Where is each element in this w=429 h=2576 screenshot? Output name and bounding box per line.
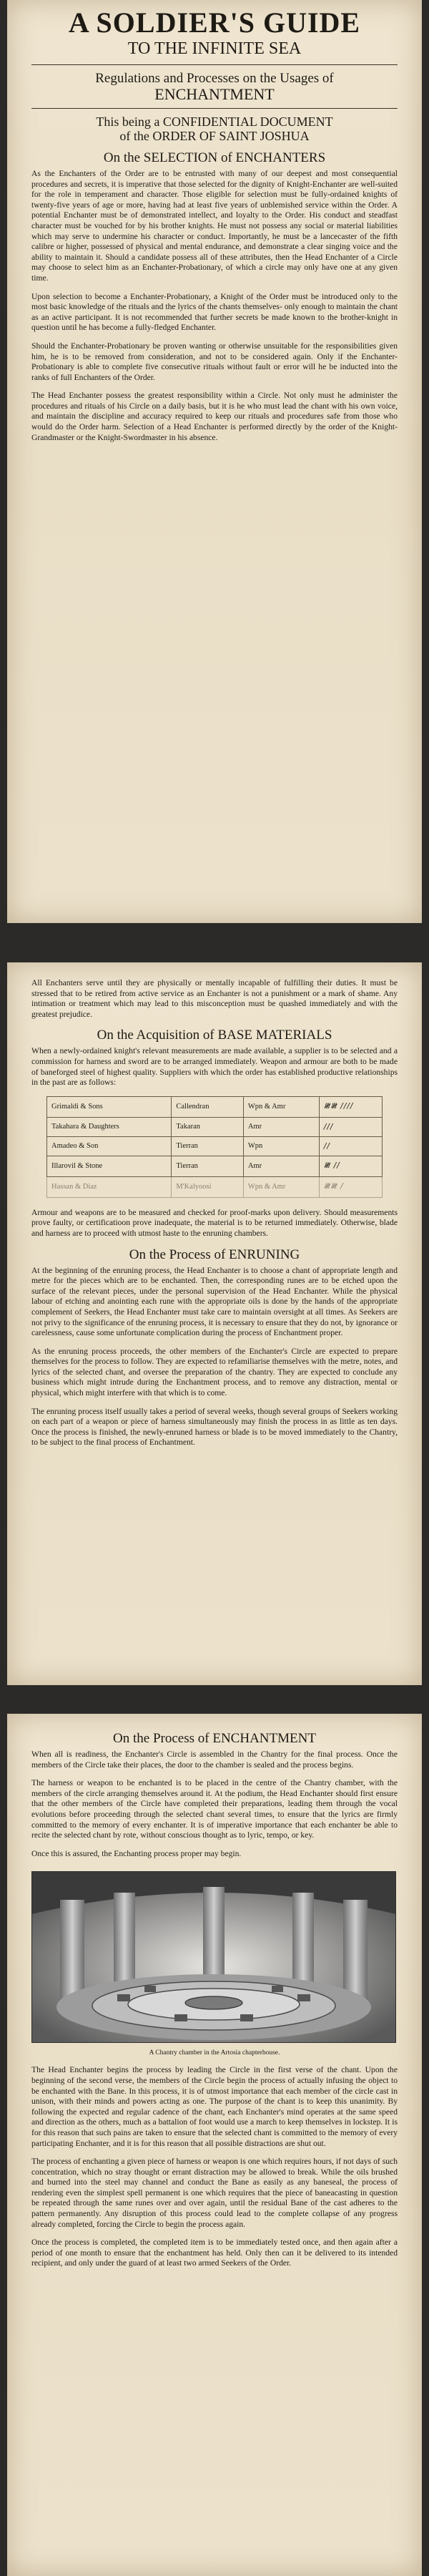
supplier-goods: Amr — [243, 1156, 319, 1176]
regulations-line-1: Regulations and Processes on the Usages of — [95, 71, 334, 86]
document-page-3 — [7, 1714, 422, 2576]
supplier-name: Hassan & Diaz — [47, 1176, 172, 1197]
supplier-name: Amadeo & Son — [47, 1136, 172, 1156]
enchantment-paragraph: The process of enchanting a given piece of harness or weapon is one which requires hours, if not days of such concentration, which no stray thought or errant distraction may be allowed to break. While the oils brushed and burned into the steel may channel and conduct the Bane as easily as any baneseal, the process of rendering even the simplest spell permanent is one which requires that the piece of baneacasting in question be repeated through the same runes over and over again, until the residual Bane of the cast adheres to the pattern permanently. Any disruption of this process could lead to the complete collapse of any progress already completed, forcing the Circle to begin the process again. — [31, 2157, 398, 2229]
regulations-divider — [31, 108, 398, 109]
suppliers-table — [46, 1096, 383, 1198]
confidential-line-1: This being a CONFIDENTIAL DOCUMENT — [96, 114, 333, 129]
supplier-city: Takaran — [172, 1117, 243, 1136]
illustration-caption: A Chantry chamber in the Artosia chapterhouse. — [149, 2049, 280, 2057]
supplier-goods: Wpn — [243, 1136, 319, 1156]
supplier-tally: 𝍸𝍸 / — [319, 1176, 382, 1197]
supplier-goods: Wpn & Amr — [243, 1176, 319, 1197]
enchantment-paragraph: Once the process is completed, the completed item is to be immediately tested once, and then again after a period of one month to ensure that the enchantment has held. Only then can it be delivered to its intended recipient, and only under the guard of at least two armed Seekers of the Order. — [31, 2238, 398, 2268]
enchantment-paragraph: The harness or weapon to be enchanted is to be placed in the centre of the Chantry chamber, with the members of the circle arranging themselves around it. At the podium, the Head Enchanter should first ensure that the other members of the Circle have completed their preparations, leading them through the vocal evolutions before proceeding through the selected chant several times, to ensure that the lyrics are firmly committed to the memory of every enchanter. It is of imperative importance that each enchanter be able to recite the selected chant by rote, without conscious thought as to lyric, tempo, or key. — [31, 1778, 398, 1840]
supplier-city: Tierran — [172, 1156, 243, 1176]
table-row — [47, 1096, 383, 1117]
supplier-goods: Amr — [243, 1117, 319, 1136]
materials-paragraph: Armour and weapons are to be measured and checked for proof-marks upon delivery. Should measurements prove faulty, or certificatioon prove inadequate, the material is to be returned immediately. Otherwise, blade and harness are to proceed with utmost haste to the enruning chambers. — [31, 1207, 398, 1238]
supplier-tally: /// — [319, 1117, 382, 1136]
title-divider — [31, 64, 398, 65]
confidential-notice — [7, 114, 422, 143]
regulations-heading — [7, 71, 422, 102]
service-paragraph: All Enchanters serve until they are physically or mentally incapable of fulfilling their duties. It must be stressed that to be retired from active service as an Enchanter is not a punishment or a mark of shame. Any intimation or treatment which may lead to this misconception must be quashed immediately and with the greatest prejudice. — [31, 978, 398, 1019]
supplier-tally: 𝍸𝍸 //// — [319, 1096, 382, 1117]
supplier-name: Takahara & Daughters — [47, 1117, 172, 1136]
materials-paragraph: When a newly-ordained knight's relevant measurements are made available, a supplier is to be selected and a commission for harness and sword are to be arranged immediately. Weapon and armour are both to be made of baneforged steel of highest quality. Suppliers with which the order has established productive relationships in the past are as follows: — [31, 1046, 398, 1088]
document-title: A SOLDIER'S GUIDE — [68, 6, 361, 39]
section-heading-selection: On the SELECTION of ENCHANTERS — [103, 150, 326, 165]
document-page-1 — [7, 0, 422, 923]
document-page-2 — [7, 962, 422, 1685]
regulations-line-2: ENCHANTMENT — [154, 85, 275, 103]
supplier-city: Tierran — [172, 1136, 243, 1156]
enchantment-paragraph: The Head Enchanter begins the process by leading the Circle in the first verse of the chant. Upon the beginning of the second verse, the members of the Circle begin the process of actually infusing the object to be enchanted with the Bane. In this process, it is of utmost importance that each member of the circle cast in unison, with their minds and powers acting as one. The purpose of the chant is to keep this unanimity. By following the expected and regular cadence of the chant, each Enchanter's mind operates at the same speed and direction as the others, much as a battalion of foot would use a march to keep themselves in lockstep. It is for this reason that such pains are taken to ensure that the selected chant is committed to the memory of every participating Enchanter, and it is for this reason that all possible distractions are shut out. — [31, 2065, 398, 2148]
supplier-name: Grimaldi & Sons — [47, 1096, 172, 1117]
enchantment-paragraph: Once this is assured, the Enchanting process proper may begin. — [31, 1848, 242, 1858]
table-row — [47, 1156, 383, 1176]
supplier-city: Callendran — [172, 1096, 243, 1117]
supplier-city: M'Kalyoosi — [172, 1176, 243, 1197]
selection-paragraph: Should the Enchanter-Probationary be proven wanting or otherwise unsuitable for the responsibilities given him, he is to be removed from consideration, and not to be considered again. Only if the Enchanter-Probationary is able to complete five consecutive rituals without fault or error will he be inducted into the ranks of full Enchanters of the Order. — [31, 341, 398, 382]
confidential-line-2: of the ORDER OF SAINT JOSHUA — [119, 129, 310, 143]
table-row — [47, 1136, 383, 1156]
section-heading-materials: On the Acquisition of BASE MATERIALS — [97, 1028, 332, 1043]
supplier-tally: 𝍸 // — [319, 1156, 382, 1176]
selection-paragraph: Upon selection to become a Enchanter-Probationary, a Knight of the Order must be introduced only to the most basic knowledge of the rituals and the lyrics of the chants themselves- only enough to maintain the chant as an active participant. It is not recommended that further secrets be made known to the brother-knight in question until he has become a fully-fledged Enchanter. — [31, 291, 398, 333]
supplier-name: Illarovil & Stone — [47, 1156, 172, 1176]
enruning-paragraph: As the enruning process proceeds, the other members of the Enchanter's Circle are expected to prepare themselves for the process to follow. They are expected to refamiliarise themselves with the metre, notes, and lyrics of the selected chant, and oversee the preparation of the chantry. They are expected to conclude any business which might intrude during the Enchantment process, and to remove any distraction, mental or physical, which might interfere with that which is to come. — [31, 1346, 398, 1398]
supplier-goods: Wpn & Amr — [243, 1096, 319, 1117]
selection-paragraph: As the Enchanters of the Order are to be entrusted with many of our deepest and most consequential procedures and secrets, it is imperative that those selected for the dignity of Knight-Enchanter are well-suited for the role in temperament and character. Those eligible for selection must be fully-ordained knights of twenty-five years of age or more, having had at least five years of unblemished service within the Order. A potential Enchanter must be of demonstrated intellect, and loyalty to the Order. His conduct and steadfast character must be vouched for by his brother knights. He must not possess any social or material liabilities which may serve to undermine his character or conduct. Importantly, he must be a lancecaster of the fifth calibre or higher, possessed of physical and mental endurance, and demonstrate a clear singing voice and the ability to maintain it. Should a candidate possess all of these attributes, then the Head Enchanter of a Circle may choose to select him as an Enchanter-Probationary, of which a circle may only have one at any given time. — [31, 169, 398, 283]
enruning-paragraph: At the beginning of the enruning process, the Head Enchanter is to choose a chant of appropriate length and metre for the pieces which are to be enchanted. Then, the corresponding runes are to be etched upon the surface of the relevant pieces, under the personal supervision of the Head Enchanter. While the physical labour of etching and anointing each rune with the appropriate oils is done by the hands of the appropriate complement of Seekers, the Head Enchanter must take care to maintain oversight at all times. As Seekers are not privy to the significance of the enruning process, it is necessary to ensure that they do not, by ignorance or carelessness, cause some unfortunate complication during the process of Enchantment proper. — [31, 1265, 398, 1338]
document-subtitle: TO THE INFINITE SEA — [127, 39, 302, 58]
enchantment-paragraph: When all is readiness, the Enchanter's Circle is assembled in the Chantry for the final process. Once the members of the Circle take their places, the door to the chamber is sealed and the process begins. — [31, 1750, 398, 1770]
section-heading-enchantment: On the Process of ENCHANTMENT — [113, 1731, 316, 1746]
selection-paragraph: The Head Enchanter possess the greatest responsibility within a Circle. Not only must he administer the procedures and rituals of his Circle on a daily basis, but it is he who must lead the chant with his own voice, and maintain the discipline and accuracy required to keep our rituals and procedures safe from those who would do the Order harm. Selection of a Head Enchanter is performed directly by the order of the Knight-Grandmaster or the Knight-Swordmaster in his absence. — [31, 391, 398, 442]
enruning-paragraph: The enruning process itself usually takes a period of several weeks, though several groups of Seekers working on each part of a weapon or piece of harness simultaneously may finish the process in as little as ten days. Once the process is finished, the newly-enruned harness or blade is to be moved immediately to the Chantry, to be subject to the final process of Enchantment. — [31, 1406, 398, 1448]
supplier-tally: // — [319, 1136, 382, 1156]
chantry-illustration — [31, 1871, 396, 2043]
table-row — [47, 1176, 383, 1197]
table-row — [47, 1117, 383, 1136]
section-heading-enruning: On the Process of ENRUNING — [129, 1246, 300, 1262]
